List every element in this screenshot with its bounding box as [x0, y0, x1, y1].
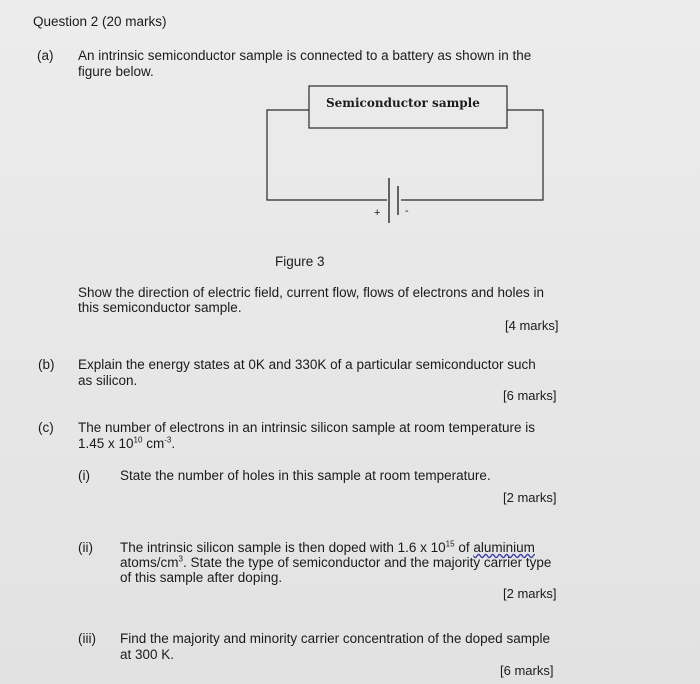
part-a-task-line2: this semiconductor sample. [78, 300, 242, 315]
part-c-ii-line3: of this sample after doping. [120, 570, 283, 585]
part-a-marks: [4 marks] [505, 318, 559, 333]
aluminium-word: aluminium [473, 540, 535, 555]
part-c-i-label: (i) [78, 468, 90, 483]
part-c-ii-label: (ii) [78, 540, 93, 555]
part-c-iii-line2: at 300 K. [120, 647, 175, 662]
atoms-per-cm: atoms/cm [120, 555, 179, 570]
part-b-label: (b) [38, 357, 55, 372]
electron-count-mantissa: 1.45 x 10 [78, 436, 134, 451]
atoms-per-cm-exponent: 3 [178, 554, 183, 564]
part-c-line2 [78, 436, 175, 452]
part-b-marks: [6 marks] [503, 388, 557, 403]
wire-right [401, 110, 543, 200]
part-c-i-marks: [2 marks] [503, 490, 557, 505]
part-c-ii-marks: [2 marks] [503, 586, 557, 601]
battery-plus-sign: + [374, 207, 381, 219]
electron-count-unit: cm [142, 436, 165, 451]
part-c-i-text: State the number of holes in this sample at room temperature. [120, 468, 491, 483]
part-a-intro-line2: figure below. [78, 64, 154, 79]
part-a-task-line1: Show the direction of electric field, current flow, flows of electrons and holes in [78, 285, 544, 300]
part-a-intro-line1: An intrinsic semiconductor sample is connected to a battery as shown in the [78, 48, 532, 63]
part-b-line2: as silicon. [78, 373, 138, 388]
part-b-line1: Explain the energy states at 0K and 330K of a particular semiconductor such [78, 357, 536, 372]
part-c-iii-line1: Find the majority and minority carrier concentration of the doped sample [120, 631, 550, 646]
figure-caption: Figure 3 [275, 254, 325, 269]
doping-exponent: 15 [445, 539, 455, 549]
electron-count-unit-exponent: -3 [164, 435, 172, 445]
wire-left [267, 110, 387, 200]
part-a-label: (a) [37, 48, 54, 63]
part-c-ii-line2-rest: . State the type of semiconductor and the majority carrier type [182, 555, 552, 570]
part-c-iii-marks: [6 marks] [500, 663, 554, 678]
electron-count-period: . [171, 436, 176, 451]
semiconductor-sample-label: Semiconductor sample [326, 96, 480, 110]
part-c-ii-line2 [120, 555, 551, 571]
battery-minus-sign: - [405, 205, 409, 217]
doping-mantissa: The intrinsic silicon sample is then doped with 1.6 x 10 [120, 540, 446, 555]
part-c-line1: The number of electrons in an intrinsic silicon sample at room temperature is [78, 420, 535, 435]
doping-of: of [454, 540, 474, 555]
part-c-iii-label: (iii) [78, 631, 96, 646]
question-title: Question 2 (20 marks) [33, 14, 167, 29]
electron-count-exponent: 10 [133, 435, 143, 445]
part-c-label: (c) [38, 420, 54, 435]
